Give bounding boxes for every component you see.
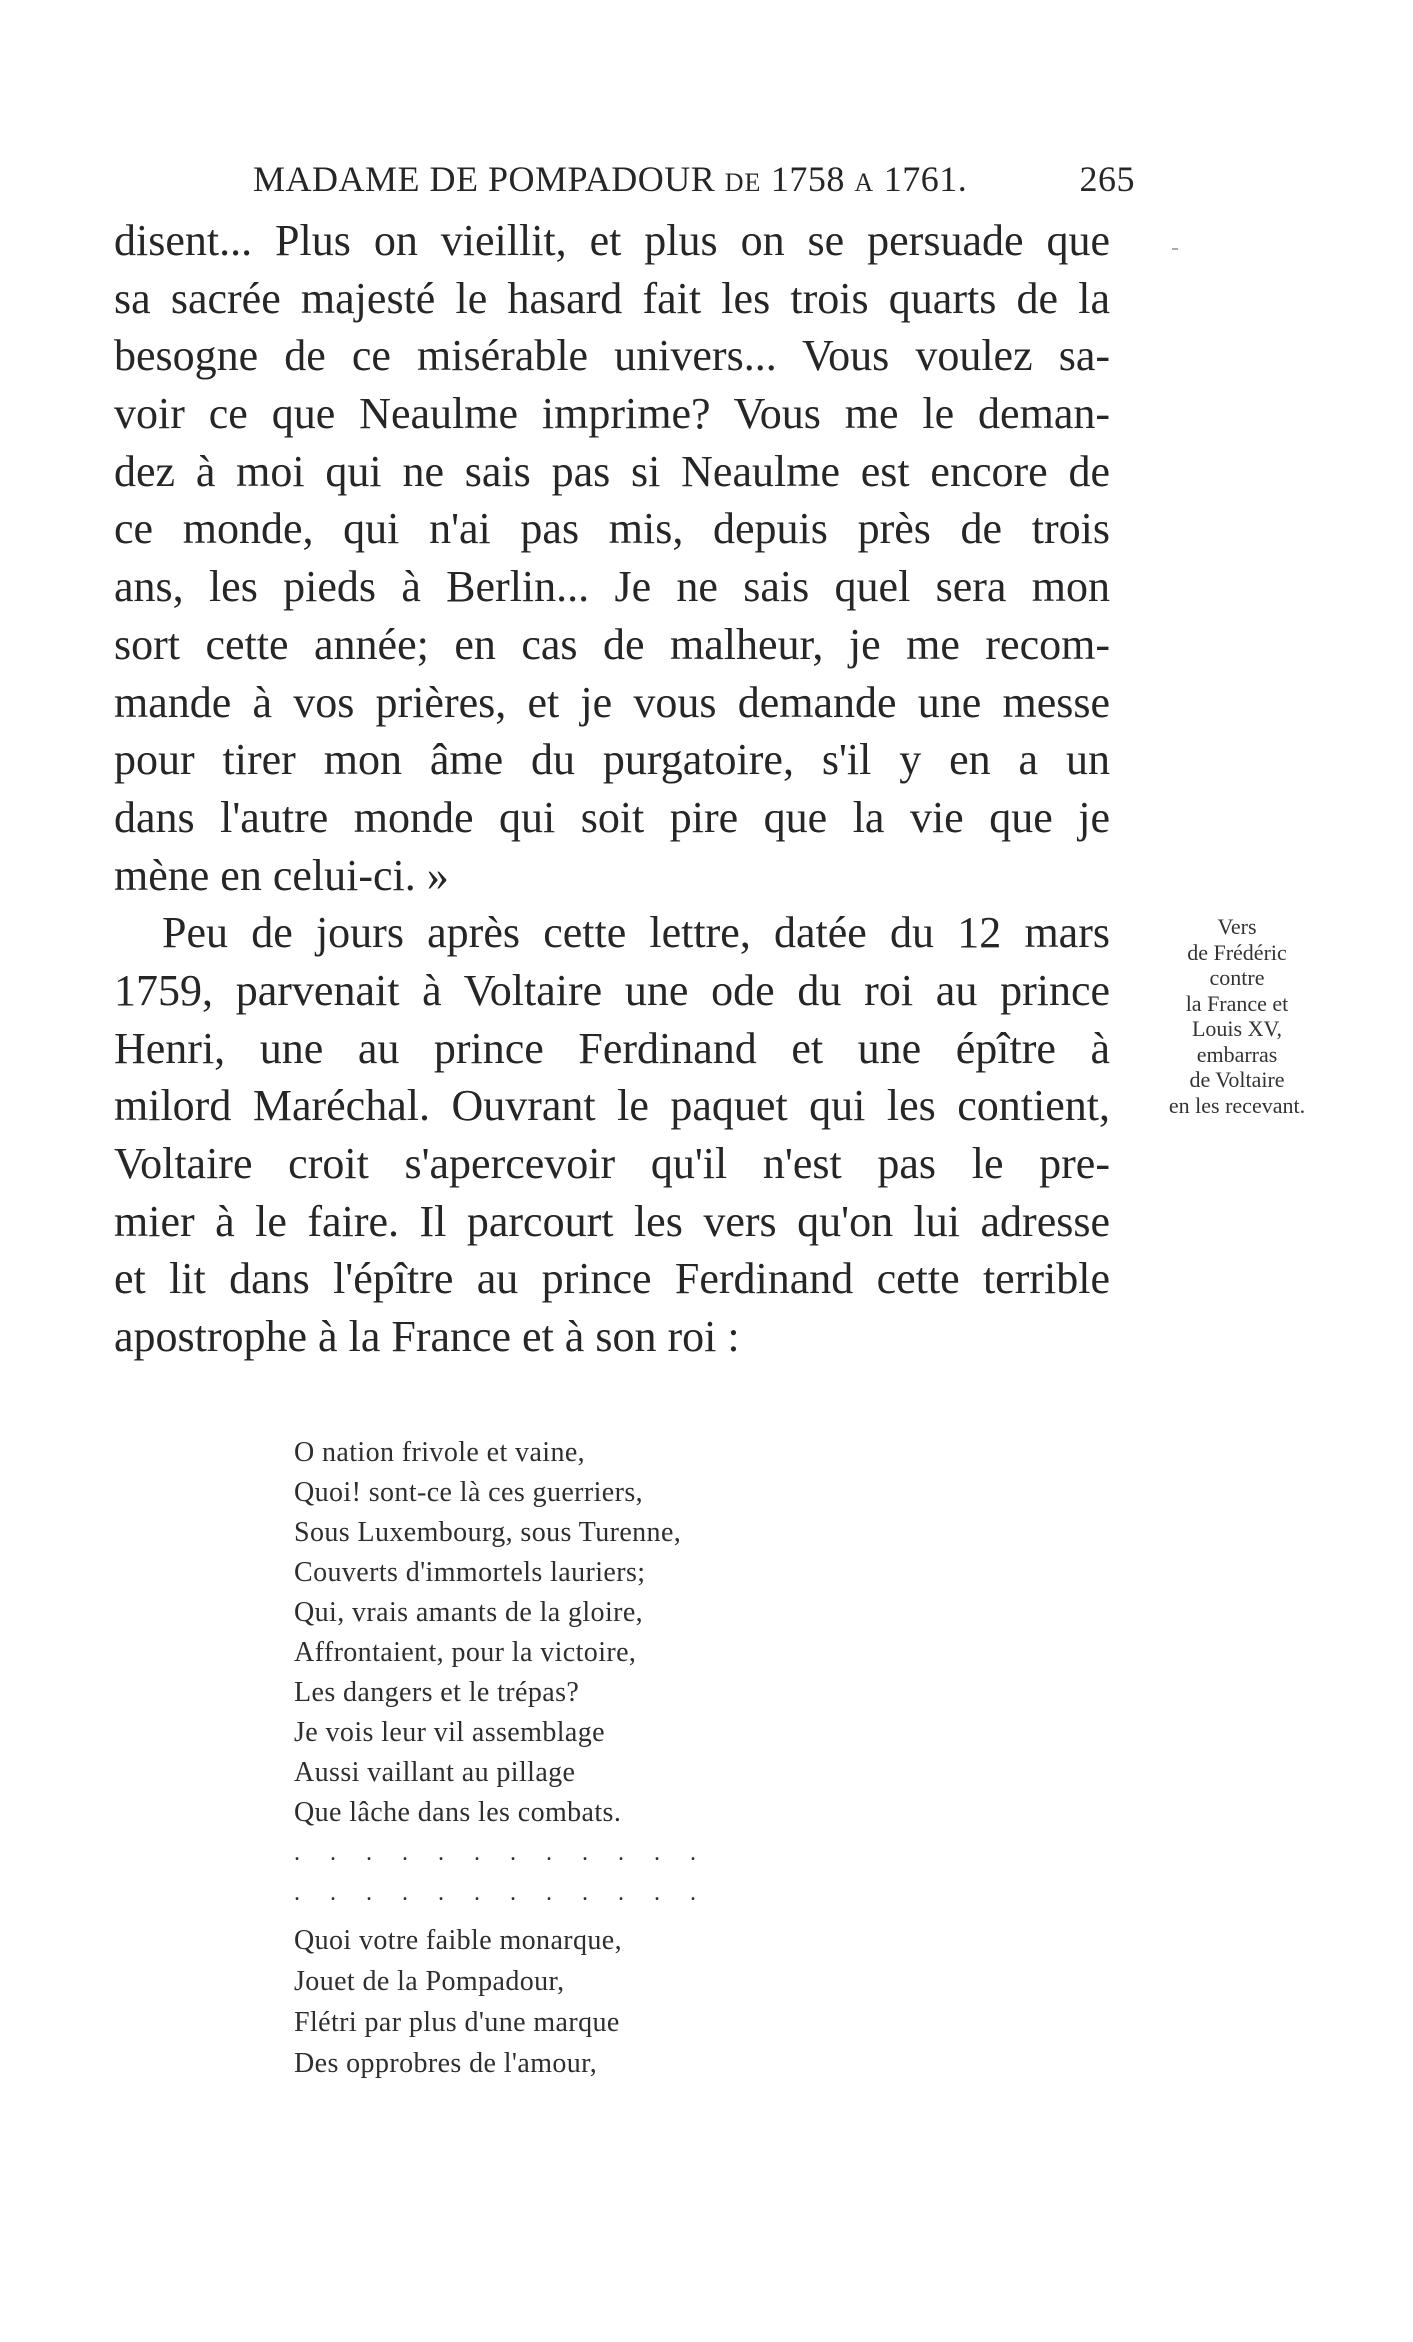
body-line: dans l'autre monde qui soit pire que la vie que je <box>114 792 1110 842</box>
body-text <box>114 212 1110 1366</box>
body-line: Henri, une au prince Ferdinand et une épître à <box>114 1023 1110 1073</box>
running-title-main: MADAME DE POMPADOUR <box>253 159 716 199</box>
running-title <box>253 158 967 200</box>
running-title-year-end: 1761. <box>883 159 968 199</box>
poem-line: Jouet de la Pompadour, <box>294 1966 565 1997</box>
body-line: voir ce que Neaulme imprime? Vous me le deman- <box>114 389 1110 439</box>
running-title-a: A <box>854 168 875 197</box>
poem-ellipsis-line: . . . . . . . . . . . . <box>294 1840 708 1866</box>
poem-ellipsis-line: . . . . . . . . . . . . <box>294 1880 708 1906</box>
running-title-de: DE <box>724 168 762 197</box>
margin-note-line: la France et <box>1185 990 1289 1016</box>
poem-line: Sous Luxembourg, sous Turenne, <box>294 1517 682 1548</box>
poem-line: Des opprobres de l'amour, <box>294 2048 598 2079</box>
poem-stanza-1 <box>294 1433 708 1913</box>
poem-line: Affrontaient, pour la victoire, <box>294 1637 637 1668</box>
body-line: apostrophe à la France et à son roi : <box>114 1312 740 1362</box>
body-line: dez à moi qui ne sais pas si Neaulme est encore de <box>114 446 1110 496</box>
poem-line: Qui, vrais amants de la gloire, <box>294 1597 644 1628</box>
page-number: 265 <box>1079 159 1135 199</box>
poem-line: Aussi vaillant au pillage <box>294 1757 576 1788</box>
poem-line: O nation frivole et vaine, <box>294 1437 586 1468</box>
body-line: ans, les pieds à Berlin... Je ne sais quel sera mon <box>114 562 1110 612</box>
body-line: disent... Plus on vieillit, et plus on se persuade que <box>114 216 1110 265</box>
poem-stanza-2 <box>294 1920 622 2084</box>
body-line: mène en celui-ci. » <box>114 850 449 900</box>
margin-note-line: de Voltaire <box>1189 1067 1285 1092</box>
body-line: milord Maréchal. Ouvrant le paquet qui les contient, <box>114 1081 1110 1131</box>
body-line: sa sacrée majesté le hasard fait les trois quarts de la <box>114 273 1110 323</box>
poem-line: Flétri par plus d'une marque <box>294 2007 620 2038</box>
body-line: Voltaire croit s'apercevoir qu'il n'est pas le pre- <box>114 1139 1110 1188</box>
poem-line: Les dangers et le trépas? <box>294 1677 580 1708</box>
running-title-year-start: 1758 <box>770 159 845 199</box>
poem-line: Quoi votre faible monarque, <box>294 1925 623 1956</box>
poem-line: Que lâche dans les combats. <box>294 1797 622 1828</box>
body-line: mier à le faire. Il parcourt les vers qu'on lui adresse <box>114 1196 1110 1246</box>
body-line: besogne de ce misérable univers... Vous voulez sa- <box>114 331 1110 381</box>
margin-note-line: de Frédéric <box>1187 939 1287 965</box>
margin-note-line: Louis XV, <box>1191 1016 1283 1041</box>
body-line: sort cette année; en cas de malheur, je me recom- <box>114 619 1110 669</box>
poem-line: Couverts d'immortels lauriers; <box>294 1557 646 1588</box>
body-line-paragraph-start: Peu de jours après cette lettre, datée du 12 mars <box>162 908 1110 958</box>
body-line: mande à vos prières, et je vous demande une messe <box>114 677 1110 727</box>
margin-note-line: contre <box>1209 965 1265 990</box>
margin-note <box>1148 914 1326 1118</box>
body-line: 1759, parvenait à Voltaire une ode du roi au prince <box>114 965 1110 1015</box>
poem-line: Je vois leur vil assemblage <box>294 1717 605 1748</box>
margin-dash <box>1172 248 1178 250</box>
body-line: et lit dans l'épître au prince Ferdinand cette terrible <box>114 1254 1110 1304</box>
margin-note-line: Vers <box>1217 914 1257 939</box>
margin-note-line: en les recevant. <box>1168 1092 1306 1118</box>
running-header <box>253 158 1135 202</box>
margin-note-line: embarras <box>1196 1041 1278 1067</box>
poem-line: Quoi! sont-ce là ces guerriers, <box>294 1477 644 1508</box>
body-line: ce monde, qui n'ai pas mis, depuis près de trois <box>114 504 1110 554</box>
body-line: pour tirer mon âme du purgatoire, s'il y en a un <box>114 735 1110 785</box>
